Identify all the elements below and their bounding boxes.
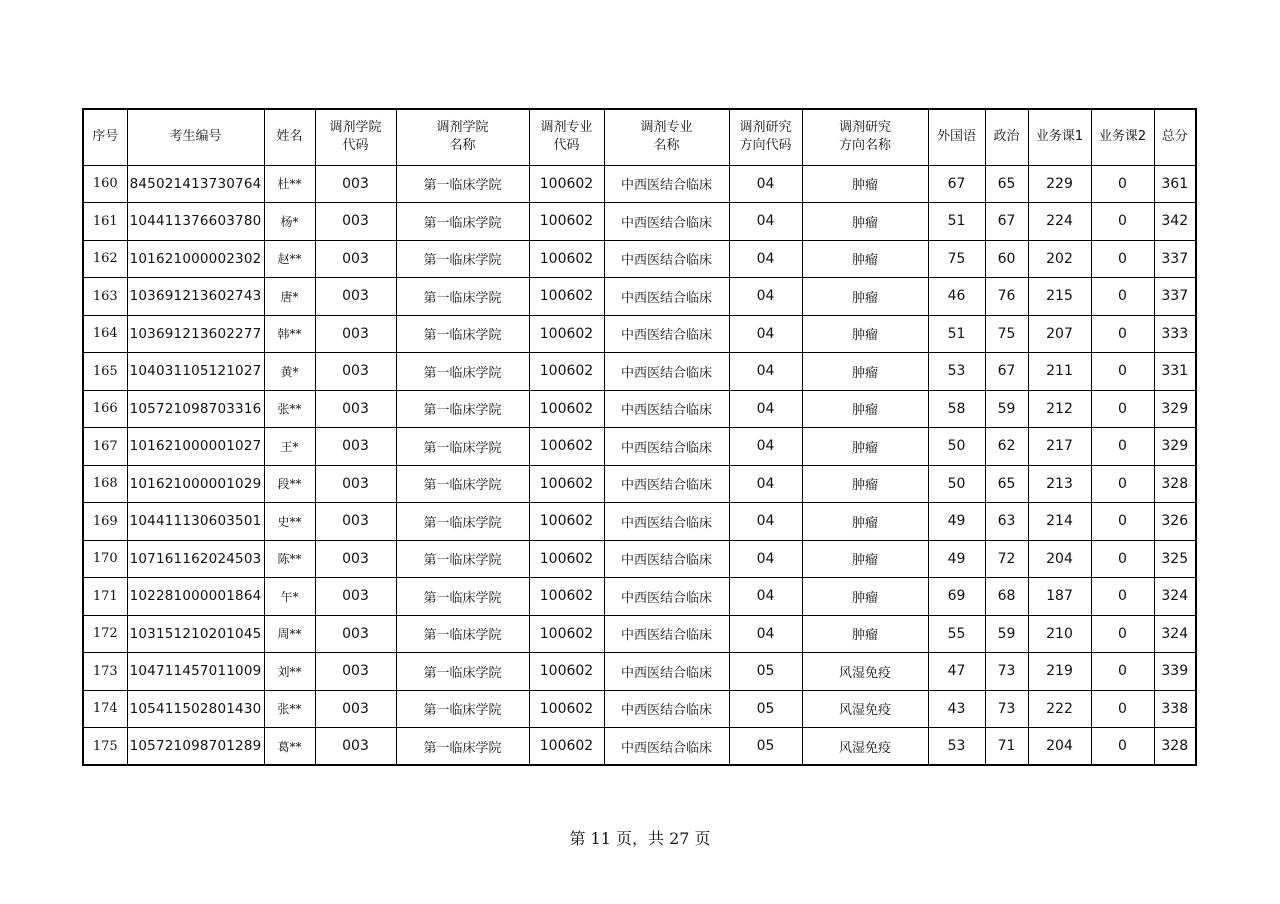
cell-direction-name: 肿瘤 (802, 503, 928, 541)
header-line: 考生编号 (169, 129, 222, 145)
cell-name: 赵** (264, 240, 315, 278)
cell-college-code: 003 (315, 428, 396, 466)
cell-direction-code: 04 (729, 390, 802, 428)
cell-major-code: 100602 (529, 390, 604, 428)
table-row (83, 690, 1196, 728)
cell-direction-code: 04 (729, 540, 802, 578)
cell-college-code: 003 (315, 690, 396, 728)
header-line: 调剂研究 (739, 120, 792, 136)
cell-foreign-language: 50 (928, 465, 985, 503)
cell-direction-code: 04 (729, 615, 802, 653)
cell-foreign-language: 55 (928, 615, 985, 653)
cell-name: 唐* (264, 278, 315, 316)
table-row (83, 353, 1196, 391)
table-row (83, 653, 1196, 691)
table-row (83, 240, 1196, 278)
cell-major-name: 中西医结合临床 (604, 503, 729, 541)
cell-subject2: 0 (1091, 653, 1154, 691)
cell-total: 328 (1154, 728, 1196, 766)
cell-college-name: 第一临床学院 (396, 165, 529, 203)
cell-subject1: 213 (1028, 465, 1091, 503)
cell-total: 333 (1154, 315, 1196, 353)
cell-politics: 67 (985, 353, 1028, 391)
header-line: 代码 (553, 138, 580, 154)
cell-direction-code: 04 (729, 278, 802, 316)
header-name (264, 109, 315, 165)
cell-subject1: 214 (1028, 503, 1091, 541)
cell-name: 杜** (264, 165, 315, 203)
cell-politics: 72 (985, 540, 1028, 578)
cell-direction-name: 肿瘤 (802, 578, 928, 616)
header-line: 业务课2 (1098, 129, 1147, 145)
cell-direction-name: 肿瘤 (802, 353, 928, 391)
cell-college-code: 003 (315, 278, 396, 316)
header-politics (985, 109, 1028, 165)
cell-direction-name: 肿瘤 (802, 390, 928, 428)
cell-subject1: 207 (1028, 315, 1091, 353)
table-row (83, 503, 1196, 541)
cell-direction-name: 肿瘤 (802, 203, 928, 241)
cell-foreign-language: 69 (928, 578, 985, 616)
cell-college-code: 003 (315, 465, 396, 503)
cell-name: 韩** (264, 315, 315, 353)
cell-name: 张** (264, 390, 315, 428)
cell-college-code: 003 (315, 615, 396, 653)
cell-subject2: 0 (1091, 465, 1154, 503)
cell-seq: 171 (83, 578, 127, 616)
cell-major-code: 100602 (529, 315, 604, 353)
cell-subject2: 0 (1091, 203, 1154, 241)
cell-direction-code: 04 (729, 315, 802, 353)
cell-major-name: 中西医结合临床 (604, 728, 729, 766)
cell-subject2: 0 (1091, 690, 1154, 728)
cell-major-code: 100602 (529, 615, 604, 653)
cell-politics: 75 (985, 315, 1028, 353)
cell-foreign-language: 49 (928, 503, 985, 541)
cell-total: 325 (1154, 540, 1196, 578)
cell-direction-name: 风湿免疫 (802, 690, 928, 728)
header-line: 外国语 (936, 129, 976, 145)
header-line: 业务课1 (1035, 129, 1084, 145)
cell-name: 陈** (264, 540, 315, 578)
cell-direction-code: 04 (729, 503, 802, 541)
cell-college-name: 第一临床学院 (396, 315, 529, 353)
header-college-code (315, 109, 396, 165)
cell-total: 361 (1154, 165, 1196, 203)
cell-name: 王* (264, 428, 315, 466)
cell-subject1: 217 (1028, 428, 1091, 466)
cell-direction-code: 04 (729, 165, 802, 203)
cell-politics: 67 (985, 203, 1028, 241)
cell-direction-code: 05 (729, 690, 802, 728)
cell-college-name: 第一临床学院 (396, 728, 529, 766)
cell-major-code: 100602 (529, 465, 604, 503)
cell-college-name: 第一临床学院 (396, 690, 529, 728)
cell-college-name: 第一临床学院 (396, 615, 529, 653)
cell-major-name: 中西医结合临床 (604, 690, 729, 728)
page-number-footer: 第 11 页，共 27 页 (569, 829, 711, 848)
cell-subject1: 202 (1028, 240, 1091, 278)
table-row (83, 165, 1196, 203)
cell-total: 337 (1154, 240, 1196, 278)
header-subject2 (1091, 109, 1154, 165)
header-major-code (529, 109, 604, 165)
cell-college-code: 003 (315, 578, 396, 616)
cell-college-name: 第一临床学院 (396, 578, 529, 616)
cell-subject1: 211 (1028, 353, 1091, 391)
cell-foreign-language: 46 (928, 278, 985, 316)
cell-seq: 161 (83, 203, 127, 241)
cell-seq: 169 (83, 503, 127, 541)
cell-politics: 59 (985, 390, 1028, 428)
cell-college-code: 003 (315, 540, 396, 578)
cell-major-name: 中西医结合临床 (604, 278, 729, 316)
header-direction-name (802, 109, 928, 165)
cell-seq: 160 (83, 165, 127, 203)
table-row (83, 578, 1196, 616)
cell-major-name: 中西医结合临床 (604, 540, 729, 578)
cell-total: 337 (1154, 278, 1196, 316)
cell-politics: 76 (985, 278, 1028, 316)
cell-major-name: 中西医结合临床 (604, 428, 729, 466)
cell-direction-code: 05 (729, 653, 802, 691)
table-row (83, 428, 1196, 466)
cell-college-name: 第一临床学院 (396, 653, 529, 691)
cell-subject2: 0 (1091, 353, 1154, 391)
cell-subject2: 0 (1091, 240, 1154, 278)
cell-politics: 71 (985, 728, 1028, 766)
cell-college-code: 003 (315, 353, 396, 391)
cell-major-name: 中西医结合临床 (604, 240, 729, 278)
cell-seq: 174 (83, 690, 127, 728)
cell-direction-code: 04 (729, 578, 802, 616)
cell-subject2: 0 (1091, 615, 1154, 653)
cell-direction-name: 肿瘤 (802, 540, 928, 578)
cell-major-name: 中西医结合临床 (604, 390, 729, 428)
header-line: 政治 (993, 129, 1020, 145)
cell-college-name: 第一临床学院 (396, 428, 529, 466)
table-row (83, 465, 1196, 503)
cell-college-code: 003 (315, 315, 396, 353)
cell-politics: 73 (985, 690, 1028, 728)
cell-total: 331 (1154, 353, 1196, 391)
cell-name: 张** (264, 690, 315, 728)
cell-candidate-id: 105721098703316 (127, 390, 264, 428)
cell-subject2: 0 (1091, 315, 1154, 353)
cell-major-name: 中西医结合临床 (604, 315, 729, 353)
cell-foreign-language: 49 (928, 540, 985, 578)
cell-seq: 162 (83, 240, 127, 278)
header-foreign-language (928, 109, 985, 165)
cell-major-code: 100602 (529, 240, 604, 278)
header-line: 姓名 (276, 129, 303, 145)
cell-candidate-id: 107161162024503 (127, 540, 264, 578)
table-row (83, 390, 1196, 428)
cell-foreign-language: 51 (928, 203, 985, 241)
cell-college-name: 第一临床学院 (396, 465, 529, 503)
cell-candidate-id: 102281000001864 (127, 578, 264, 616)
cell-subject2: 0 (1091, 578, 1154, 616)
cell-subject1: 224 (1028, 203, 1091, 241)
cell-direction-name: 肿瘤 (802, 165, 928, 203)
cell-subject2: 0 (1091, 728, 1154, 766)
cell-major-name: 中西医结合临床 (604, 653, 729, 691)
cell-candidate-id: 105721098701289 (127, 728, 264, 766)
cell-candidate-id: 103691213602277 (127, 315, 264, 353)
header-line: 方向代码 (739, 138, 792, 154)
cell-seq: 167 (83, 428, 127, 466)
cell-major-name: 中西医结合临床 (604, 203, 729, 241)
cell-college-name: 第一临床学院 (396, 353, 529, 391)
header-line: 序号 (92, 129, 119, 145)
cell-major-code: 100602 (529, 578, 604, 616)
cell-subject2: 0 (1091, 278, 1154, 316)
cell-major-code: 100602 (529, 203, 604, 241)
cell-foreign-language: 75 (928, 240, 985, 278)
cell-college-code: 003 (315, 503, 396, 541)
cell-name: 段** (264, 465, 315, 503)
cell-foreign-language: 47 (928, 653, 985, 691)
cell-foreign-language: 51 (928, 315, 985, 353)
header-line: 总分 (1161, 129, 1188, 145)
cell-name: 刘** (264, 653, 315, 691)
cell-major-name: 中西医结合临床 (604, 353, 729, 391)
transfer-admission-table (82, 108, 1197, 766)
cell-foreign-language: 67 (928, 165, 985, 203)
cell-major-code: 100602 (529, 728, 604, 766)
cell-direction-code: 04 (729, 428, 802, 466)
cell-college-code: 003 (315, 165, 396, 203)
cell-major-code: 100602 (529, 278, 604, 316)
cell-candidate-id: 104411376603780 (127, 203, 264, 241)
cell-major-code: 100602 (529, 428, 604, 466)
cell-subject1: 210 (1028, 615, 1091, 653)
cell-candidate-id: 101621000002302 (127, 240, 264, 278)
cell-major-name: 中西医结合临床 (604, 165, 729, 203)
cell-candidate-id: 103691213602743 (127, 278, 264, 316)
cell-seq: 173 (83, 653, 127, 691)
cell-subject1: 204 (1028, 728, 1091, 766)
cell-direction-name: 风湿免疫 (802, 653, 928, 691)
cell-direction-code: 05 (729, 728, 802, 766)
cell-candidate-id: 101621000001029 (127, 465, 264, 503)
cell-politics: 60 (985, 240, 1028, 278)
cell-major-code: 100602 (529, 690, 604, 728)
cell-college-code: 003 (315, 203, 396, 241)
cell-politics: 73 (985, 653, 1028, 691)
table-body (83, 165, 1196, 765)
header-line: 代码 (342, 138, 369, 154)
cell-candidate-id: 104711457011009 (127, 653, 264, 691)
cell-candidate-id: 845021413730764 (127, 165, 264, 203)
header-subject1 (1028, 109, 1091, 165)
cell-direction-name: 肿瘤 (802, 240, 928, 278)
cell-college-code: 003 (315, 240, 396, 278)
cell-subject2: 0 (1091, 165, 1154, 203)
cell-major-code: 100602 (529, 653, 604, 691)
cell-college-code: 003 (315, 653, 396, 691)
cell-direction-name: 肿瘤 (802, 465, 928, 503)
cell-candidate-id: 103151210201045 (127, 615, 264, 653)
cell-major-code: 100602 (529, 165, 604, 203)
cell-foreign-language: 58 (928, 390, 985, 428)
cell-total: 338 (1154, 690, 1196, 728)
cell-direction-name: 肿瘤 (802, 615, 928, 653)
cell-college-name: 第一临床学院 (396, 390, 529, 428)
cell-politics: 63 (985, 503, 1028, 541)
cell-college-code: 003 (315, 728, 396, 766)
cell-politics: 65 (985, 165, 1028, 203)
table-row (83, 540, 1196, 578)
cell-name: 史** (264, 503, 315, 541)
cell-direction-name: 肿瘤 (802, 278, 928, 316)
cell-college-name: 第一临床学院 (396, 203, 529, 241)
cell-seq: 175 (83, 728, 127, 766)
cell-subject1: 187 (1028, 578, 1091, 616)
header-line: 调剂学院 (329, 120, 382, 136)
header-major-name (604, 109, 729, 165)
cell-major-name: 中西医结合临床 (604, 465, 729, 503)
cell-name: 杨* (264, 203, 315, 241)
header-line: 名称 (449, 138, 476, 154)
cell-total: 329 (1154, 390, 1196, 428)
cell-major-code: 100602 (529, 353, 604, 391)
cell-politics: 65 (985, 465, 1028, 503)
cell-major-code: 100602 (529, 540, 604, 578)
header-college-name (396, 109, 529, 165)
cell-subject1: 204 (1028, 540, 1091, 578)
header-line: 调剂专业 (540, 120, 593, 136)
header-line: 调剂学院 (436, 120, 489, 136)
cell-college-name: 第一临床学院 (396, 540, 529, 578)
header-total (1154, 109, 1196, 165)
header-line: 调剂专业 (640, 120, 693, 136)
cell-direction-name: 肿瘤 (802, 428, 928, 466)
cell-subject2: 0 (1091, 428, 1154, 466)
cell-foreign-language: 43 (928, 690, 985, 728)
header-direction-code (729, 109, 802, 165)
cell-direction-name: 肿瘤 (802, 315, 928, 353)
cell-major-name: 中西医结合临床 (604, 615, 729, 653)
cell-subject1: 222 (1028, 690, 1091, 728)
cell-direction-code: 04 (729, 203, 802, 241)
cell-total: 324 (1154, 578, 1196, 616)
cell-college-name: 第一临床学院 (396, 240, 529, 278)
cell-total: 329 (1154, 428, 1196, 466)
cell-seq: 170 (83, 540, 127, 578)
cell-college-name: 第一临床学院 (396, 278, 529, 316)
cell-seq: 164 (83, 315, 127, 353)
cell-candidate-id: 105411502801430 (127, 690, 264, 728)
cell-total: 342 (1154, 203, 1196, 241)
cell-politics: 62 (985, 428, 1028, 466)
cell-name: 周** (264, 615, 315, 653)
cell-subject2: 0 (1091, 390, 1154, 428)
cell-subject1: 229 (1028, 165, 1091, 203)
header-seq (83, 109, 127, 165)
header-line: 名称 (653, 138, 680, 154)
cell-name: 午* (264, 578, 315, 616)
cell-subject1: 212 (1028, 390, 1091, 428)
table-row (83, 315, 1196, 353)
cell-subject2: 0 (1091, 503, 1154, 541)
table-row (83, 203, 1196, 241)
cell-major-code: 100602 (529, 503, 604, 541)
cell-seq: 172 (83, 615, 127, 653)
cell-direction-code: 04 (729, 240, 802, 278)
cell-subject1: 215 (1028, 278, 1091, 316)
cell-direction-code: 04 (729, 353, 802, 391)
header-line: 方向名称 (838, 138, 891, 154)
table-row (83, 615, 1196, 653)
cell-seq: 163 (83, 278, 127, 316)
cell-total: 324 (1154, 615, 1196, 653)
cell-college-code: 003 (315, 390, 396, 428)
cell-major-name: 中西医结合临床 (604, 578, 729, 616)
cell-seq: 166 (83, 390, 127, 428)
cell-subject1: 219 (1028, 653, 1091, 691)
header-candidate-id (127, 109, 264, 165)
cell-foreign-language: 50 (928, 428, 985, 466)
cell-subject2: 0 (1091, 540, 1154, 578)
cell-direction-code: 04 (729, 465, 802, 503)
cell-politics: 59 (985, 615, 1028, 653)
cell-candidate-id: 104411130603501 (127, 503, 264, 541)
table-row (83, 728, 1196, 766)
cell-politics: 68 (985, 578, 1028, 616)
table-row (83, 278, 1196, 316)
cell-college-name: 第一临床学院 (396, 503, 529, 541)
header-line: 调剂研究 (838, 120, 891, 136)
table-header (83, 109, 1196, 165)
cell-total: 328 (1154, 465, 1196, 503)
cell-foreign-language: 53 (928, 353, 985, 391)
cell-seq: 165 (83, 353, 127, 391)
cell-foreign-language: 53 (928, 728, 985, 766)
cell-seq: 168 (83, 465, 127, 503)
cell-candidate-id: 104031105121027 (127, 353, 264, 391)
cell-direction-name: 风湿免疫 (802, 728, 928, 766)
cell-total: 339 (1154, 653, 1196, 691)
cell-total: 326 (1154, 503, 1196, 541)
cell-name: 葛** (264, 728, 315, 766)
cell-name: 黄* (264, 353, 315, 391)
cell-candidate-id: 101621000001027 (127, 428, 264, 466)
header-row (83, 109, 1196, 165)
